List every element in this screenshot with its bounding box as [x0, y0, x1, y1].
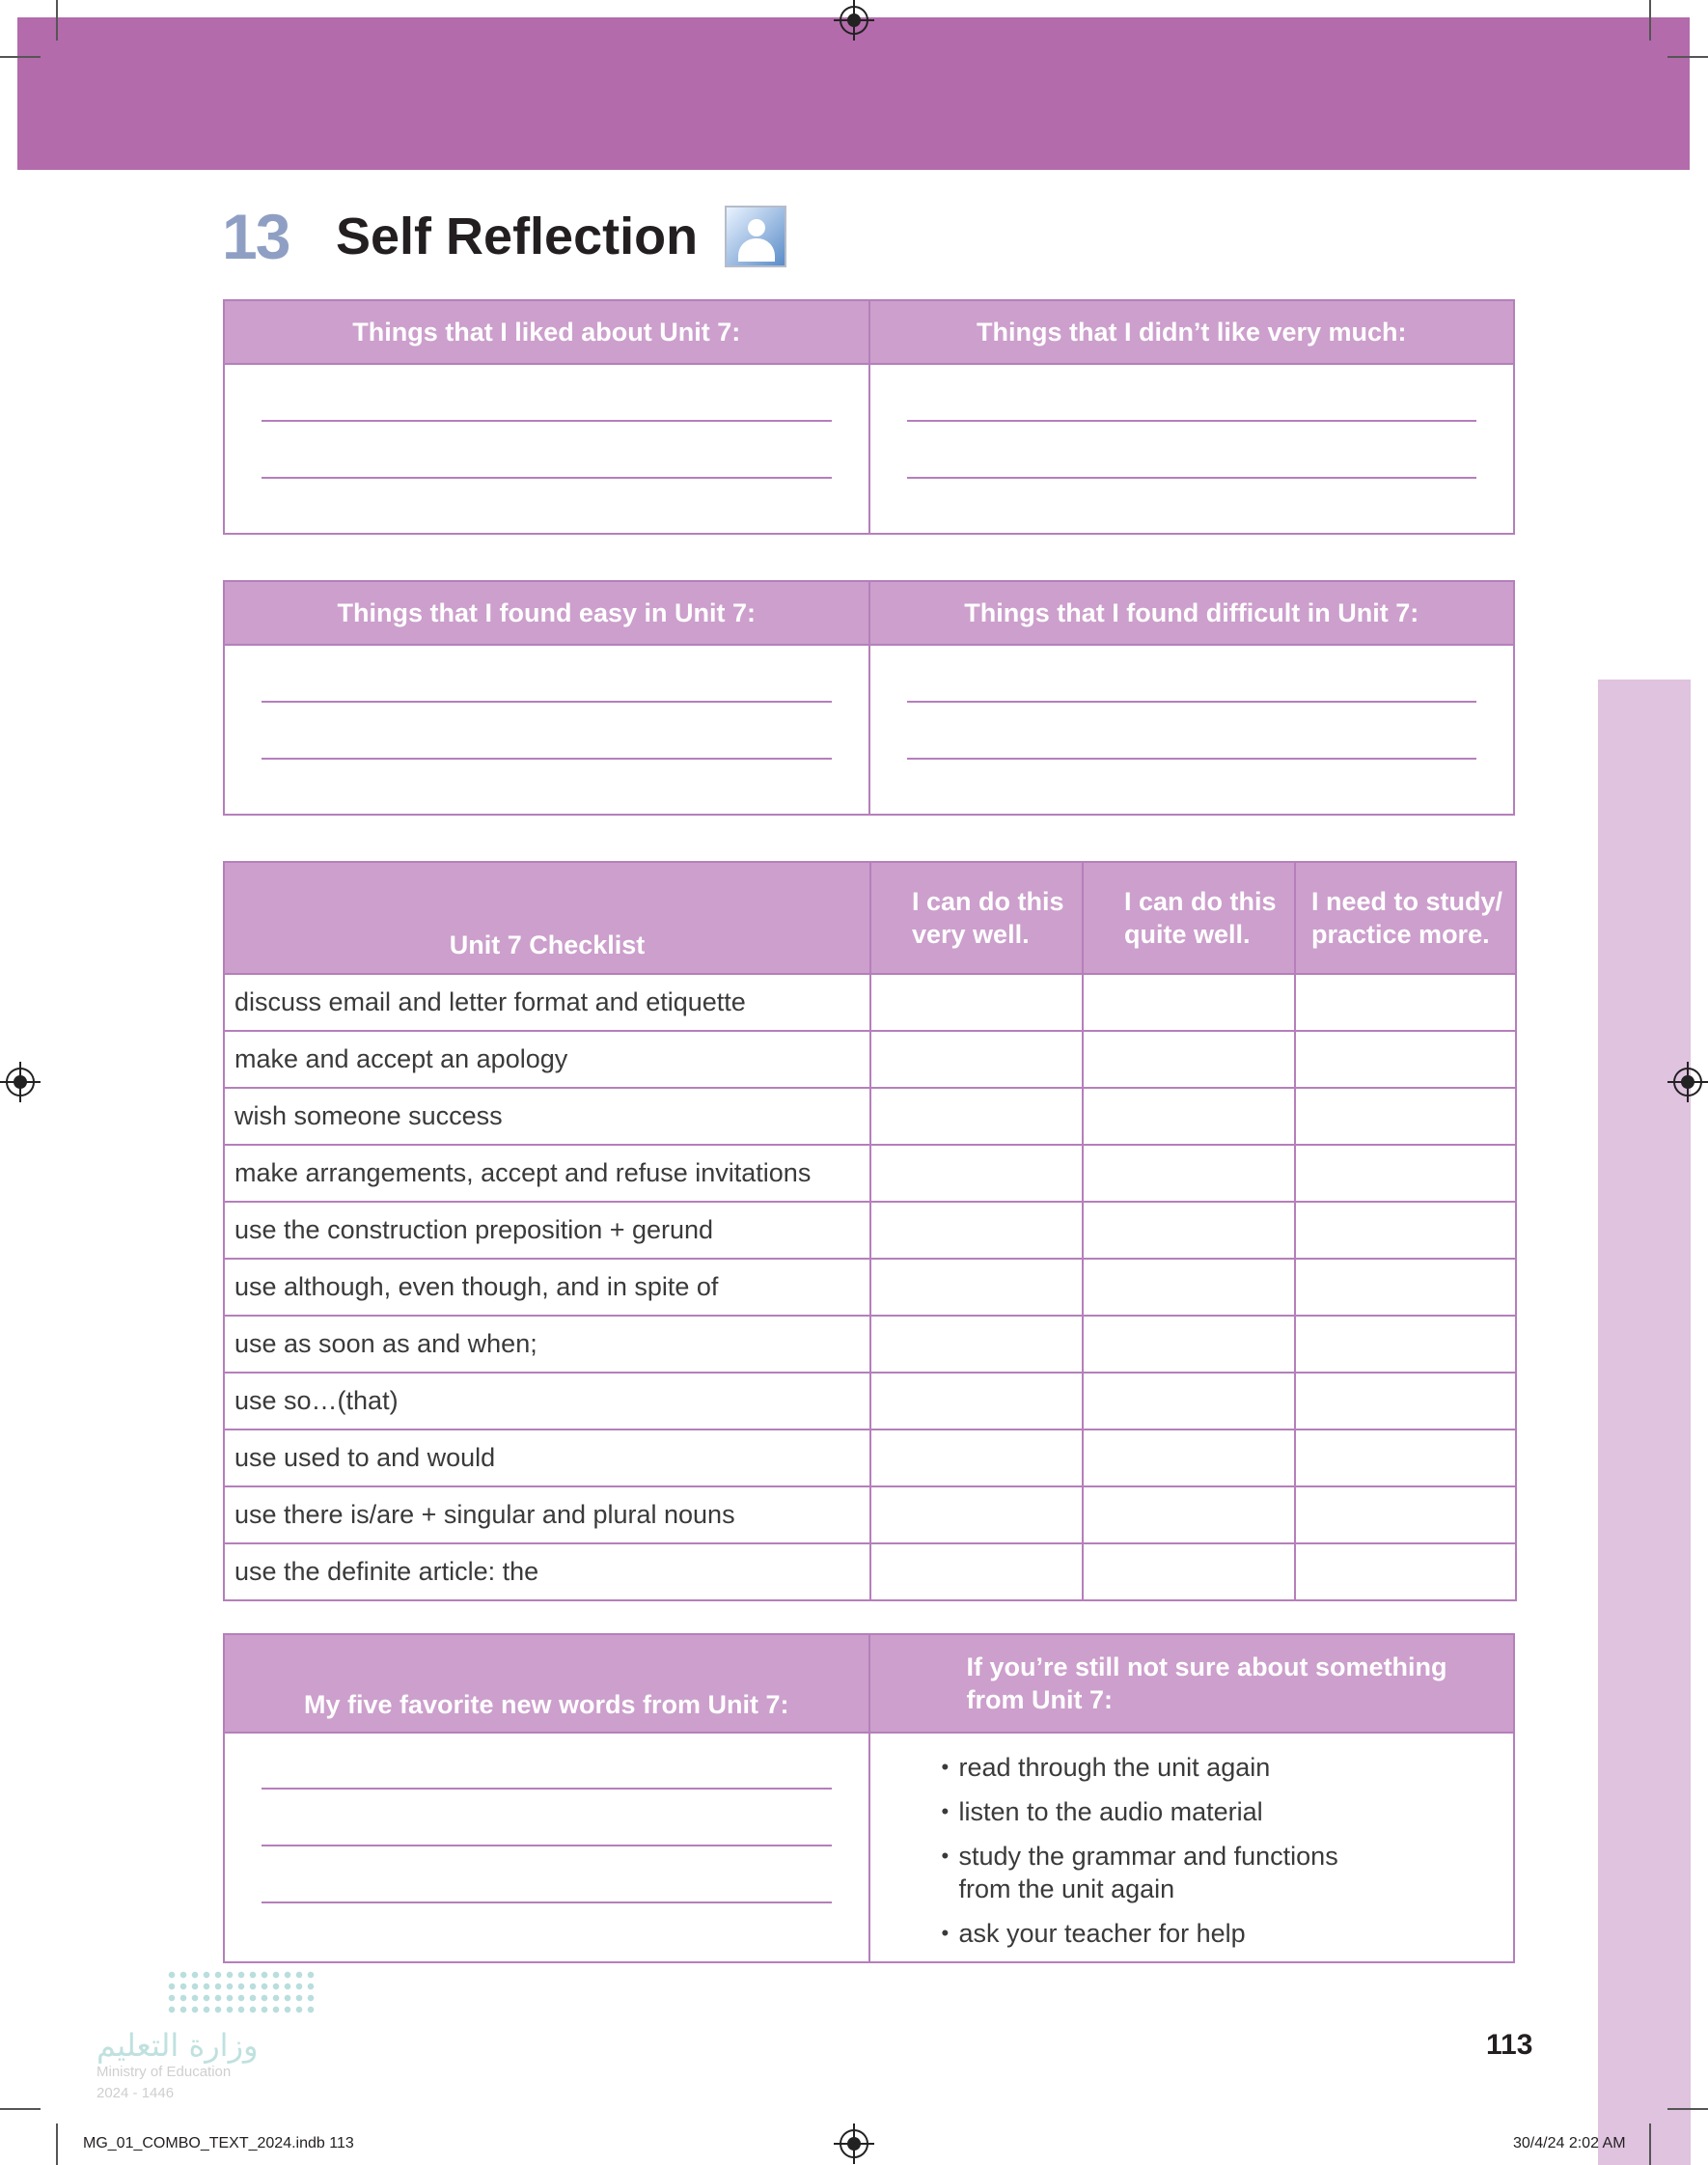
tips-list: [870, 1734, 1514, 1950]
checklist-item: make arrangements, accept and refuse invitations: [224, 1145, 870, 1202]
study-more-checkbox[interactable]: [1295, 1429, 1516, 1486]
checklist-item: use as soon as and when;: [224, 1316, 870, 1373]
checklist-item: wish someone success: [224, 1088, 870, 1145]
table-row: [224, 1486, 1516, 1543]
crop-mark: [1649, 2123, 1651, 2165]
crop-mark: [1667, 2108, 1708, 2110]
study-more-checkbox[interactable]: [1295, 1316, 1516, 1373]
favorite-words-table: [223, 1633, 1515, 1963]
study-more-checkbox[interactable]: [1295, 1373, 1516, 1429]
study-more-checkbox[interactable]: [1295, 1202, 1516, 1259]
list-item: • ask your teacher for help: [959, 1917, 1514, 1950]
unit-checklist-table: [223, 861, 1517, 1601]
writing-line: [262, 1901, 832, 1903]
writing-line: [907, 477, 1477, 479]
crop-mark: [0, 56, 41, 58]
quite-well-checkbox[interactable]: [1083, 1088, 1295, 1145]
checklist-item: use although, even though, and in spite of: [224, 1259, 870, 1316]
very-well-checkbox[interactable]: [870, 1259, 1083, 1316]
very-well-checkbox[interactable]: [870, 1031, 1083, 1088]
column-study-more: I need to study/ practice more.: [1295, 862, 1516, 974]
registration-mark-icon: [1673, 1068, 1702, 1096]
table-row: [224, 1145, 1516, 1202]
liked-writing-area[interactable]: [224, 364, 869, 534]
quite-well-checkbox[interactable]: [1083, 1145, 1295, 1202]
writing-line: [262, 701, 832, 703]
crop-mark: [1667, 56, 1708, 58]
ministry-year: 2024 - 1446: [96, 2085, 175, 2101]
checklist-item: make and accept an apology: [224, 1031, 870, 1088]
unit-number: 13: [222, 201, 289, 272]
disliked-header: Things that I didn’t like very much:: [869, 300, 1515, 364]
very-well-checkbox[interactable]: [870, 1202, 1083, 1259]
page-number: 113: [1486, 2029, 1533, 2061]
quite-well-checkbox[interactable]: [1083, 1486, 1295, 1543]
very-well-checkbox[interactable]: [870, 974, 1083, 1031]
study-more-checkbox[interactable]: [1295, 1543, 1516, 1600]
page-title: Self Reflection: [336, 208, 699, 265]
very-well-checkbox[interactable]: [870, 1543, 1083, 1600]
study-more-checkbox[interactable]: [1295, 1486, 1516, 1543]
liked-header: Things that I liked about Unit 7:: [224, 300, 869, 364]
writing-line: [262, 420, 832, 422]
very-well-checkbox[interactable]: [870, 1316, 1083, 1373]
writing-line: [262, 1788, 832, 1790]
disliked-writing-area[interactable]: [869, 364, 1515, 534]
liked-disliked-table: [223, 299, 1515, 535]
ministry-logo: [96, 1969, 318, 2114]
crop-mark: [56, 0, 58, 41]
list-item: • study the grammar and functions from the unit again: [959, 1840, 1345, 1905]
study-more-checkbox[interactable]: [1295, 1259, 1516, 1316]
self-reflection-icon: [725, 206, 786, 267]
easy-writing-area[interactable]: [224, 645, 869, 815]
very-well-checkbox[interactable]: [870, 1145, 1083, 1202]
easy-header: Things that I found easy in Unit 7:: [224, 581, 869, 645]
very-well-checkbox[interactable]: [870, 1429, 1083, 1486]
quite-well-checkbox[interactable]: [1083, 974, 1295, 1031]
study-more-checkbox[interactable]: [1295, 974, 1516, 1031]
list-item: • read through the unit again: [959, 1751, 1514, 1784]
quite-well-checkbox[interactable]: [1083, 1031, 1295, 1088]
ministry-arabic-name: وزارة التعليم: [96, 2027, 259, 2064]
quite-well-checkbox[interactable]: [1083, 1543, 1295, 1600]
writing-line: [262, 758, 832, 760]
easy-difficult-table: [223, 580, 1515, 816]
unsure-header: If you’re still not sure about something from Unit 7:: [869, 1634, 1515, 1733]
table-row: [224, 1429, 1516, 1486]
list-item: • listen to the audio material: [959, 1795, 1514, 1828]
quite-well-checkbox[interactable]: [1083, 1202, 1295, 1259]
table-row: [224, 1259, 1516, 1316]
checklist-title: Unit 7 Checklist: [224, 862, 870, 974]
ministry-dots-icon: [166, 1969, 318, 2015]
checklist-item: use used to and would: [224, 1429, 870, 1486]
very-well-checkbox[interactable]: [870, 1088, 1083, 1145]
writing-line: [907, 420, 1477, 422]
column-quite-well: I can do this quite well.: [1083, 862, 1295, 974]
difficult-header: Things that I found difficult in Unit 7:: [869, 581, 1515, 645]
very-well-checkbox[interactable]: [870, 1486, 1083, 1543]
side-color-band: [1598, 680, 1691, 2165]
study-more-checkbox[interactable]: [1295, 1031, 1516, 1088]
page-heading: [222, 198, 786, 275]
crop-mark: [1649, 0, 1651, 41]
writing-line: [262, 1845, 832, 1846]
very-well-checkbox[interactable]: [870, 1373, 1083, 1429]
print-slug-date: 30/4/24 2:02 AM: [1513, 2135, 1626, 2151]
checklist-item: use so…(that): [224, 1373, 870, 1429]
table-row: [224, 974, 1516, 1031]
difficult-writing-area[interactable]: [869, 645, 1515, 815]
quite-well-checkbox[interactable]: [1083, 1373, 1295, 1429]
writing-line: [262, 477, 832, 479]
ministry-english-name: Ministry of Education: [96, 2064, 232, 2080]
table-row: [224, 1316, 1516, 1373]
quite-well-checkbox[interactable]: [1083, 1429, 1295, 1486]
checklist-item: discuss email and letter format and etiquette: [224, 974, 870, 1031]
writing-line: [907, 701, 1477, 703]
registration-mark-icon: [6, 1068, 35, 1096]
checklist-item: use the definite article: the: [224, 1543, 870, 1600]
table-row: [224, 1088, 1516, 1145]
favorite-words-writing-area[interactable]: [224, 1733, 869, 1962]
checklist-item: use there is/are + singular and plural nouns: [224, 1486, 870, 1543]
favorite-words-header: My five favorite new words from Unit 7:: [224, 1634, 869, 1733]
quite-well-checkbox[interactable]: [1083, 1259, 1295, 1316]
tips-cell: [869, 1733, 1515, 1962]
checklist-item: use the construction preposition + gerund: [224, 1202, 870, 1259]
column-very-well: I can do this very well.: [870, 862, 1083, 974]
quite-well-checkbox[interactable]: [1083, 1316, 1295, 1373]
registration-mark-icon: [840, 2129, 868, 2158]
print-slug-file: MG_01_COMBO_TEXT_2024.indb 113: [83, 2135, 354, 2151]
table-row: [224, 1031, 1516, 1088]
writing-line: [907, 758, 1477, 760]
table-row: [224, 1543, 1516, 1600]
table-row: [224, 1202, 1516, 1259]
crop-mark: [56, 2123, 58, 2165]
study-more-checkbox[interactable]: [1295, 1145, 1516, 1202]
table-row: [224, 1373, 1516, 1429]
registration-mark-icon: [840, 6, 868, 35]
study-more-checkbox[interactable]: [1295, 1088, 1516, 1145]
crop-mark: [0, 2108, 41, 2110]
